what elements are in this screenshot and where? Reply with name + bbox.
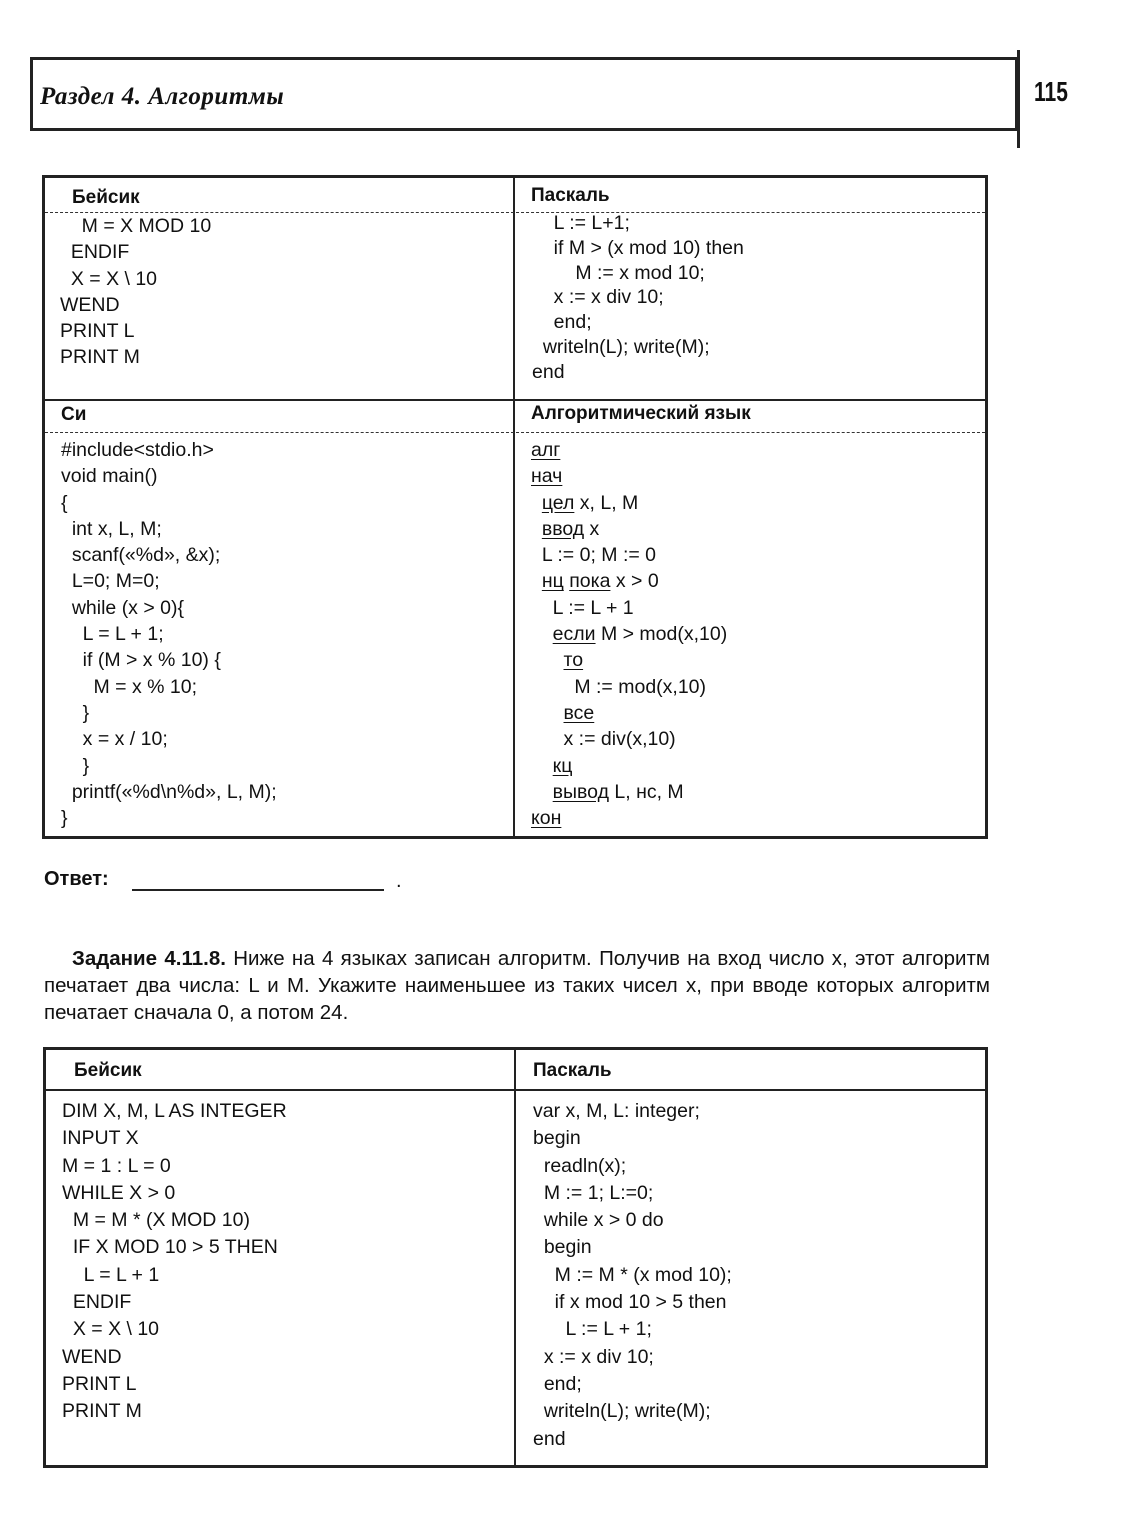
code-line bbox=[531, 753, 727, 779]
code-line bbox=[531, 805, 727, 831]
code-line: end bbox=[532, 360, 565, 383]
code-line: DIM X, M, L AS INTEGER bbox=[62, 1100, 287, 1122]
code-line: L := L + 1 bbox=[552, 596, 634, 619]
basic-code-block-2 bbox=[62, 1098, 287, 1426]
table2-head-rule bbox=[43, 1089, 988, 1091]
code-line: } bbox=[61, 754, 90, 777]
code-line: ENDIF bbox=[60, 241, 130, 264]
code-line: end; bbox=[533, 1372, 582, 1395]
code-line: } bbox=[61, 701, 90, 724]
keyword: то bbox=[563, 649, 584, 672]
code-line bbox=[531, 700, 727, 726]
code-line: writeln(L); write(M); bbox=[532, 335, 710, 358]
code-line: var x, M, L: integer; bbox=[533, 1100, 700, 1122]
code-line: printf(«%d\n%d», L, M); bbox=[61, 780, 277, 803]
pascal-header-2: Паскаль bbox=[533, 1060, 612, 1081]
keyword: если bbox=[552, 623, 596, 646]
keyword: вывод bbox=[552, 780, 609, 803]
code-line: x := x div 10; bbox=[533, 1345, 654, 1368]
code-line: вывод L, нс, M bbox=[552, 780, 684, 803]
code-line: while x > 0 do bbox=[533, 1209, 664, 1232]
code-line: while (x > 0){ bbox=[61, 596, 185, 619]
code-line bbox=[531, 437, 727, 463]
code-line: WEND bbox=[62, 1345, 122, 1368]
code-line: void main() bbox=[61, 465, 158, 488]
code-line: L=0; M=0; bbox=[61, 570, 160, 593]
code-line: M = x % 10; bbox=[61, 675, 198, 698]
code-line: WHILE X > 0 bbox=[62, 1181, 176, 1204]
keyword: нач bbox=[531, 465, 563, 488]
code-line: M = 1 : L = 0 bbox=[62, 1154, 171, 1177]
code-line: #include<stdio.h> bbox=[61, 439, 214, 461]
task-text: Ниже на 4 языках записан алгоритм. Получив на вход число x, этот алгоритм печатает два числа: L и M. Укажите наименьшее из таких чисел x, при вводе которых алгоритм печатает сначала 0, а потом 24. bbox=[44, 947, 990, 1024]
code-line: begin bbox=[533, 1127, 581, 1150]
keyword: кон bbox=[531, 807, 562, 830]
task-number: Задание 4.11.8. bbox=[72, 947, 226, 970]
code-line: scanf(«%d», &x); bbox=[61, 544, 221, 567]
c-header: Си bbox=[61, 404, 87, 425]
code-line: X = X \ 10 bbox=[60, 267, 158, 290]
code-line: цел x, L, M bbox=[541, 491, 639, 514]
pascal-header: Паскаль bbox=[531, 185, 610, 206]
code-line: M := 1; L:=0; bbox=[533, 1181, 654, 1204]
code-line: { bbox=[61, 491, 68, 514]
code-line: ввод x bbox=[541, 517, 600, 540]
code-line: L := L + 1; bbox=[533, 1318, 652, 1341]
answer-blank[interactable] bbox=[132, 889, 384, 891]
code-line: PRINT M bbox=[62, 1400, 142, 1423]
code-line bbox=[531, 647, 727, 673]
code-line: X = X \ 10 bbox=[62, 1318, 160, 1341]
keyword: пока bbox=[569, 570, 611, 593]
table1-mid-rule bbox=[42, 399, 988, 401]
code-line: IF X MOD 10 > 5 THEN bbox=[62, 1236, 278, 1259]
code-line: } bbox=[61, 807, 68, 830]
basic-header: Бейсик bbox=[72, 187, 140, 208]
code-line: M = X MOD 10 bbox=[60, 215, 212, 237]
code-line: end bbox=[533, 1427, 566, 1450]
code-line: если M > mod(x,10) bbox=[552, 623, 728, 646]
basic-code-block bbox=[60, 213, 211, 371]
code-line: x := div(x,10) bbox=[563, 728, 676, 751]
alg-header: Алгоритмический язык bbox=[531, 403, 751, 424]
code-line: end; bbox=[532, 311, 592, 334]
basic-header-2: Бейсик bbox=[74, 1060, 142, 1081]
code-line: ENDIF bbox=[62, 1291, 132, 1314]
code-line bbox=[531, 463, 727, 489]
code-line: PRINT L bbox=[62, 1372, 137, 1395]
code-line: if (M > x % 10) { bbox=[61, 649, 221, 672]
code-line: L = L + 1; bbox=[61, 623, 164, 646]
table1-divider bbox=[513, 175, 515, 839]
code-line: M := mod(x,10) bbox=[574, 675, 707, 698]
code-line: x := x div 10; bbox=[532, 286, 664, 309]
code-line: L := L+1; bbox=[532, 212, 630, 234]
code-line: M := M * (x mod 10); bbox=[533, 1263, 732, 1286]
task-paragraph bbox=[44, 945, 990, 1026]
answer-dot: . bbox=[396, 870, 402, 892]
table2-divider bbox=[514, 1047, 516, 1468]
code-line: begin bbox=[533, 1236, 592, 1259]
code-line: PRINT L bbox=[60, 320, 135, 343]
section-title: Раздел 4. Алгоритмы bbox=[40, 83, 285, 110]
table1-head-rule-bottom bbox=[45, 432, 985, 433]
code-line: PRINT M bbox=[60, 346, 140, 369]
keyword: алг bbox=[531, 439, 561, 461]
code-line: if M > (x mod 10) then bbox=[532, 236, 744, 259]
code-line: readln(x); bbox=[533, 1154, 627, 1177]
code-line: L = L + 1 bbox=[62, 1263, 160, 1286]
keyword: цел bbox=[541, 491, 575, 514]
code-line: M = M * (X MOD 10) bbox=[62, 1209, 250, 1232]
code-line: int x, L, M; bbox=[61, 517, 162, 540]
code-line: x = x / 10; bbox=[61, 728, 168, 751]
keyword: кц bbox=[552, 754, 573, 777]
pascal-code-block-2 bbox=[533, 1098, 732, 1453]
keyword: все bbox=[563, 701, 595, 724]
code-line: нц пока x > 0 bbox=[541, 570, 659, 593]
code-line: INPUT X bbox=[62, 1127, 139, 1150]
c-code-block bbox=[61, 437, 277, 831]
keyword: ввод bbox=[541, 517, 585, 540]
code-line: M := x mod 10; bbox=[532, 261, 705, 284]
page-edge-rule bbox=[1017, 50, 1020, 148]
alg-code-block bbox=[531, 437, 727, 831]
page-number: 115 bbox=[1034, 76, 1068, 107]
code-line: WEND bbox=[60, 293, 120, 316]
keyword: нц bbox=[541, 570, 564, 593]
code-line: if x mod 10 > 5 then bbox=[533, 1291, 727, 1314]
code-line: L := 0; M := 0 bbox=[541, 544, 657, 567]
answer-label: Ответ: bbox=[44, 868, 109, 890]
pascal-code-block bbox=[532, 211, 744, 385]
code-line: writeln(L); write(M); bbox=[533, 1400, 711, 1423]
